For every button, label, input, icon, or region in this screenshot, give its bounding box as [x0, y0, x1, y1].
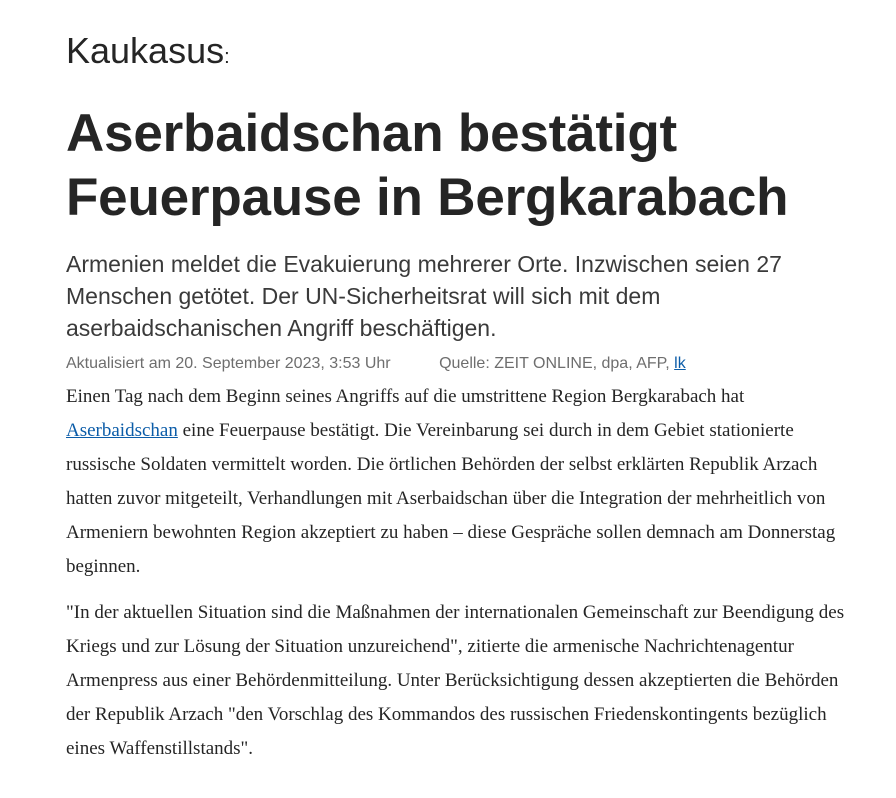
source-line: [439, 355, 686, 372]
paragraph-2: "In der aktuellen Situation sind die Maßnahmen der internationalen Gemeinschaft zur Beendigung des Kriegs und zur Lösung der Situation unzureichend", zitierte die armenische Nachrichtenagentur Armenpress aus einer Behördenmitteilung. Unter Berücksichtigung dessen akzeptierten die Behörden der Republik Arzach "den Vorschlag des Kommandos des russischen Friedenskontingents bezüglich eines Waffenstillstands".: [66, 602, 845, 759]
source-text: Quelle: ZEIT ONLINE, dpa, AFP,: [439, 355, 675, 372]
article-kicker: [66, 26, 856, 82]
headline-line-1: Aserbaidschan bestätigt: [66, 104, 677, 163]
article-byline: [66, 352, 856, 376]
kicker-colon: :: [224, 46, 230, 68]
aserbaidschan-link[interactable]: Aserbaidschan: [66, 420, 178, 441]
author-link[interactable]: lk: [674, 355, 686, 372]
paragraph-1: [66, 380, 856, 584]
kicker-text: Kaukasus: [66, 30, 225, 71]
article: [66, 26, 856, 766]
headline-line-2: Feuerpause in Bergkarabach: [66, 168, 789, 227]
article-headline: [66, 102, 856, 230]
article-summary: Armenien meldet die Evakuierung mehrerer Orte. Inzwischen seien 27 Menschen getötet. Der UN-Sicherheitsrat will sich mit dem aserbaidschanischen Angriff beschäftigen.: [66, 251, 782, 341]
updated-timestamp: Aktualisiert am 20. September 2023, 3:53 Uhr: [66, 355, 391, 372]
paragraph-1-start: Einen Tag nach dem Beginn seines Angriffs auf die umstrittene Region Bergkarabach hat: [66, 386, 745, 407]
paragraph-1-rest: eine Feuerpause bestätigt. Die Vereinbarung sei durch in dem Gebiet stationierte russische Soldaten vermittelt worden. Die örtlichen Behörden der selbst erklärten Republik Arzach hatten zuvor mitgeteilt, Verhandlungen mit Aserbaidschan über die Integration der mehrheitlich von Armeniern bewohnten Region akzeptiert zu haben – diese Gespräche sollen demnach am Donnerstag beginnen.: [66, 420, 836, 577]
